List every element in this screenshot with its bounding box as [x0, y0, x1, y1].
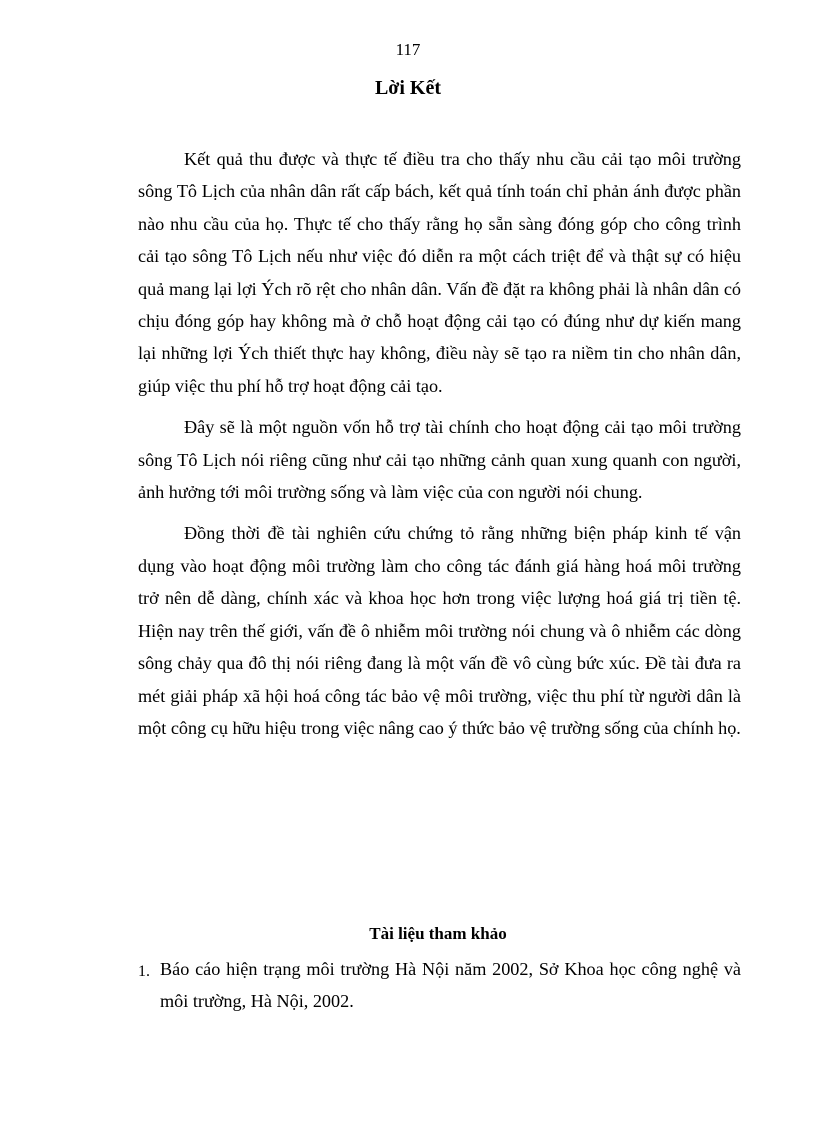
references-heading: Tài liệu tham khảo	[369, 924, 507, 943]
page-title: Lời Kết	[374, 77, 442, 99]
conclusion-body	[138, 143, 741, 753]
paragraph-1: Kết quả thu được và thực tế điều tra cho thấy nhu cầu cải tạo môi trường sông Tô Lịch của nhân dân rất cấp bách, kết quả tính toán chỉ phản ánh được phần nào nhu cầu của họ. Thực tế cho thấy rằng họ sẵn sàng đóng góp cho công trình cải tạo sông Tô Lịch nếu như việc đó diễn ra một cách triệt để và thật sự có hiệu quả mang lại lợi Ých rõ rệt cho nhân dân. Vấn đề đặt ra không phải là nhân dân có chịu đóng góp hay không mà ở chỗ hoạt động cải tạo có đúng như dự kiến mang lại những lợi Ých thiết thực hay không, điều này sẽ tạo ra niềm tin cho nhân dân, giúp việc thu phí hỗ trợ hoạt động cải tạo.	[138, 149, 741, 396]
reference-text: Báo cáo hiện trạng môi trường Hà Nội năm 2002, Sở Khoa học công nghệ và môi trường, Hà Nội, 2002.	[160, 959, 741, 1012]
paragraph-3: Đồng thời đề tài nghiên cứu chứng tỏ rằng những biện pháp kinh tế vận dụng vào hoạt động môi trường làm cho công tác đánh giá hàng hoá môi trường trở nên dễ dàng, chính xác và khoa học hơn trong việc lượng hoá giá trị tiền tệ. Hiện nay trên thế giới, vấn đề ô nhiễm môi trường nói chung và ô nhiễm các dòng sông chảy qua đô thị nói riêng đang là một vấn đề vô cùng bức xúc. Đề tài đưa ra mét giải pháp xã hội hoá công tác bảo vệ môi trường, việc thu phí từ người dân là một công cụ hữu hiệu trong việc nâng cao ý thức bảo vệ trường sống của chính họ.	[138, 523, 741, 738]
page-number: 117	[395, 40, 421, 59]
paragraph-2: Đây sẽ là một nguồn vốn hỗ trợ tài chính cho hoạt động cải tạo môi trường sông Tô Lịch nói riêng cũng như cải tạo những cảnh quan xung quanh con người, ảnh hưởng tới môi trường sống và làm việc của con người nói chung.	[138, 417, 741, 503]
reference-item	[138, 953, 741, 1018]
reference-list	[138, 953, 741, 1018]
reference-number: 1.	[138, 963, 150, 980]
